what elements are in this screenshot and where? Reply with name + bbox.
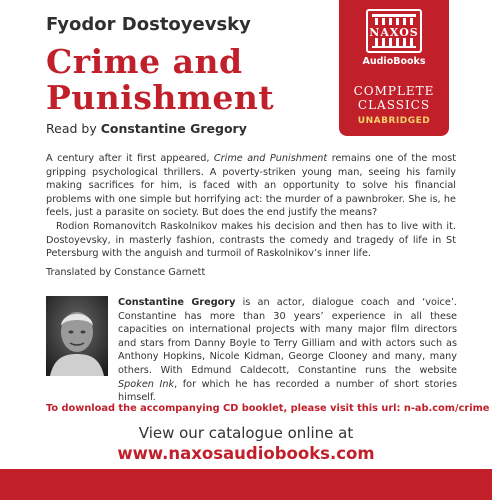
description-title-italic: Crime and Punishment — [213, 153, 328, 164]
website-link[interactable]: www.naxosaudiobooks.com — [117, 444, 375, 463]
book-title — [46, 44, 274, 116]
book-title-line-2: Punishment — [46, 78, 275, 117]
imprint-label: AudioBooks — [362, 56, 426, 67]
description-paragraph-1 — [46, 152, 456, 220]
booklet-download-link[interactable]: To download the accompanying CD booklet, please visit this url: n-ab.com/crime — [46, 403, 490, 414]
naxos-logo-text: NAXOS — [369, 26, 419, 39]
narrator-photo — [46, 296, 108, 376]
catalogue-prompt: View our catalogue online at — [138, 424, 354, 442]
read-by-prefix: Read by — [46, 121, 97, 136]
book-description — [46, 152, 456, 261]
author-name: Fyodor Dostoyevsky — [46, 14, 251, 35]
series-line-1: COMPLETE — [353, 84, 435, 98]
series-label — [339, 84, 449, 112]
naxos-logo-icon — [366, 9, 422, 53]
narrator-credit — [46, 121, 247, 136]
series-line-2: CLASSICS — [357, 98, 431, 112]
narrator-bio — [118, 296, 457, 405]
description-paragraph-2: Rodion Romanovitch Raskolnikov makes his decision and then has to live with it. Dostoyevsky, in masterly fashion, contrasts the comedy and tragedy of life in St Petersburg with the anguish and turmoil of Raskolnikov’s inner life. — [46, 220, 456, 260]
narrator-name: Constantine Gregory — [100, 121, 247, 136]
narrator-portrait-icon — [46, 296, 108, 376]
footer-bar — [0, 469, 492, 500]
bio-name: Constantine Gregory — [118, 297, 236, 308]
naxos-badge — [339, 0, 449, 136]
bio-text: is an actor, dialogue coach and ‘voice’. Constantine has more than 30 years’ experience in all these capacities on international projects with many major film directors and stars from Danny Boyle to Terry Gilliam and with actors such as Anthony Hopkins, Nicole Kidman, George Clooney and many, many others. With Edmund Caldecott, Constantine runs the website — [118, 297, 458, 376]
translator-credit: Translated by Constance Garnett — [46, 267, 206, 278]
bio-text: , for which he has recorded a number of short stories himself. — [118, 378, 458, 404]
description-text: remains one of the most gripping psychological thrillers. A poverty-striken young man, seeing his family making sacrifices for him, is faced with an opportunity to solve his financial problems with one simple but horrifying act: the murder of a pawnbroker. She is, he feels, just a parasite on society. But does the end justify the means? — [46, 153, 456, 219]
unabridged-tag: UNABRIDGED — [357, 116, 431, 126]
book-title-line-1: Crime and — [46, 42, 243, 81]
bio-website-italic: Spoken Ink — [118, 378, 175, 390]
description-text: A century after it first appeared, — [46, 153, 214, 164]
